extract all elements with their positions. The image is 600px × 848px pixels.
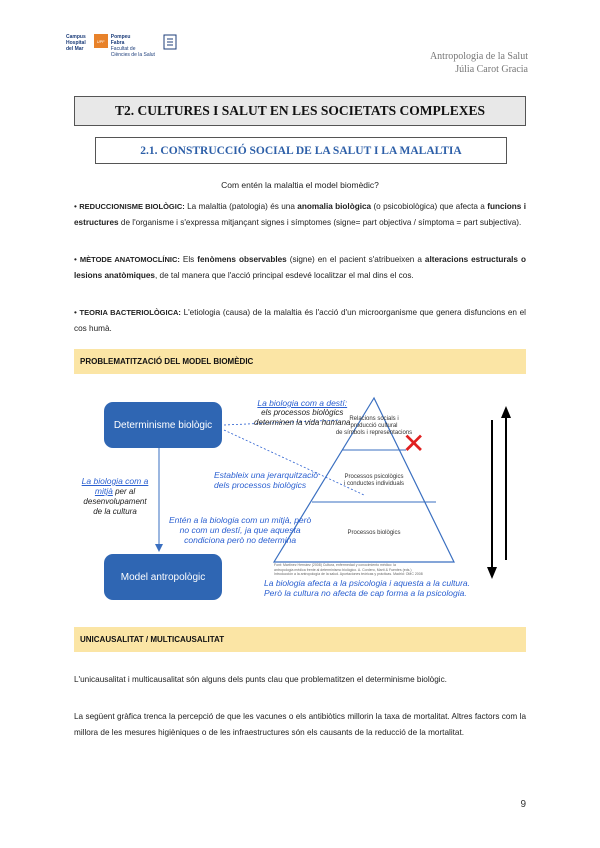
pyramid-label-psicologic: Processos psicològics i conductes individuals [343,474,405,487]
section-heading-problematitzacio: PROBLEMATITZACIÓ DEL MODEL BIOMÈDIC [74,349,526,374]
bullet-reduccionisme: • REDUCCIONISME BIOLÒGIC: La malaltia (patologia) és una anomalia biològica (o psicobiològica) que afecta a funcions i estructures de l'organisme i s'expressa mitjançant signes i símptomes (signe= part objectiva / símptoma = part subjectiva). [74,202,526,227]
course-name: Antropologia de la Salut [429,51,528,62]
section-title: 2.1. CONSTRUCCIÓ SOCIAL DE LA SALUT I LA MALALTIA [95,137,507,164]
chapter-title: T2. CULTURES I SALUT EN LES SOCIETATS COMPLEXES [74,96,526,126]
arrow-down-head [487,567,497,579]
header-logos [66,34,177,58]
note-biologia-desti: La biologia com a destí: els processos biològics determinen la vida humana [254,398,351,427]
bullet-metode: • MÈTODE ANATOMOCLÍNIC: Els fenòmens observables (signe) en el pacient s'atribueixen a alteracions estructurals o lesions anatòmiques, de tal manera que l'acció principal esdevé localitzar el mal dins el cos. [74,255,526,280]
note-biologia-psicologia: La biologia afecta a la psicologia i aquesta a la cultura. Però la cultura no afecta de cap forma a la psicologia. [264,578,471,598]
header-info [430,50,528,76]
author-name: Júlia Carot Gracia [455,64,528,75]
note-biologia-mitja: La biologia com a mitjà per al desenvolupament de la cultura [81,476,149,516]
note-jerarquitzacio: Estableix una jerarquització dels processos biològics [214,470,318,490]
cross-icon: ✕ [402,428,426,459]
question-heading: Com entén la malaltia el model biomèdic? [221,180,379,190]
pyramid-label-biologic: Processos biològics [347,530,401,536]
page-number: 9 [520,799,526,810]
section-heading-causalitat: UNICAUSALITAT / MULTICAUSALITAT [74,627,526,652]
campus-logo: Campus Hospital del Mar [66,34,86,52]
vertical-arrow-head [155,544,163,552]
biomedical-diagram [74,380,526,605]
note-mitja-no-desti: Entén a la biologia com un mitjà, però no com un destí, ja que aquesta condiciona però no determina [169,515,312,545]
box-determinisme: Determinisme biològic [104,402,222,448]
paragraph-unicausalitat: L'unicausalitat i multicausalitat són alguns dels punts clau que problematitzen el determinisme biològic. [74,675,447,684]
pyramid-label-social: Relacions socials i producció cultural de símbols i representacions [335,416,413,436]
upf-logo: UPF Pompeu Fabra Facultat de Ciències de la Salut [94,34,155,58]
paragraph-grafica: La següent gràfica trenca la percepció de que les vacunes o els antibiòtics millorin la taxa de mortalitat. Altres factors com la millora de les mesures higièniques o de les infraestructures són els causants de la reducció de la mortalitat. [74,712,526,737]
box-model-antropologic: Model antropològic [104,554,222,600]
university-icon [163,34,177,50]
diagram-citation: Font: Martínez Hernáez (2008) Cultura, enfermedad y conocimiento médico: la antropología médica frente al determinismo biológico. A. Cordero, Martí & Fuentes (eds.) Introducción a la antropología de la salud. Aportaciones teóricas y prácticas. Madrid: OMC 2008 [274,563,423,576]
arrow-up-head [501,406,511,418]
bullet-teoria: • TEORIA BACTERIOLÒGICA: L'etiologia (causa) de la malaltia és l'acció d'un microorganisme que genera disfuncions en el cos humà. [74,308,526,333]
